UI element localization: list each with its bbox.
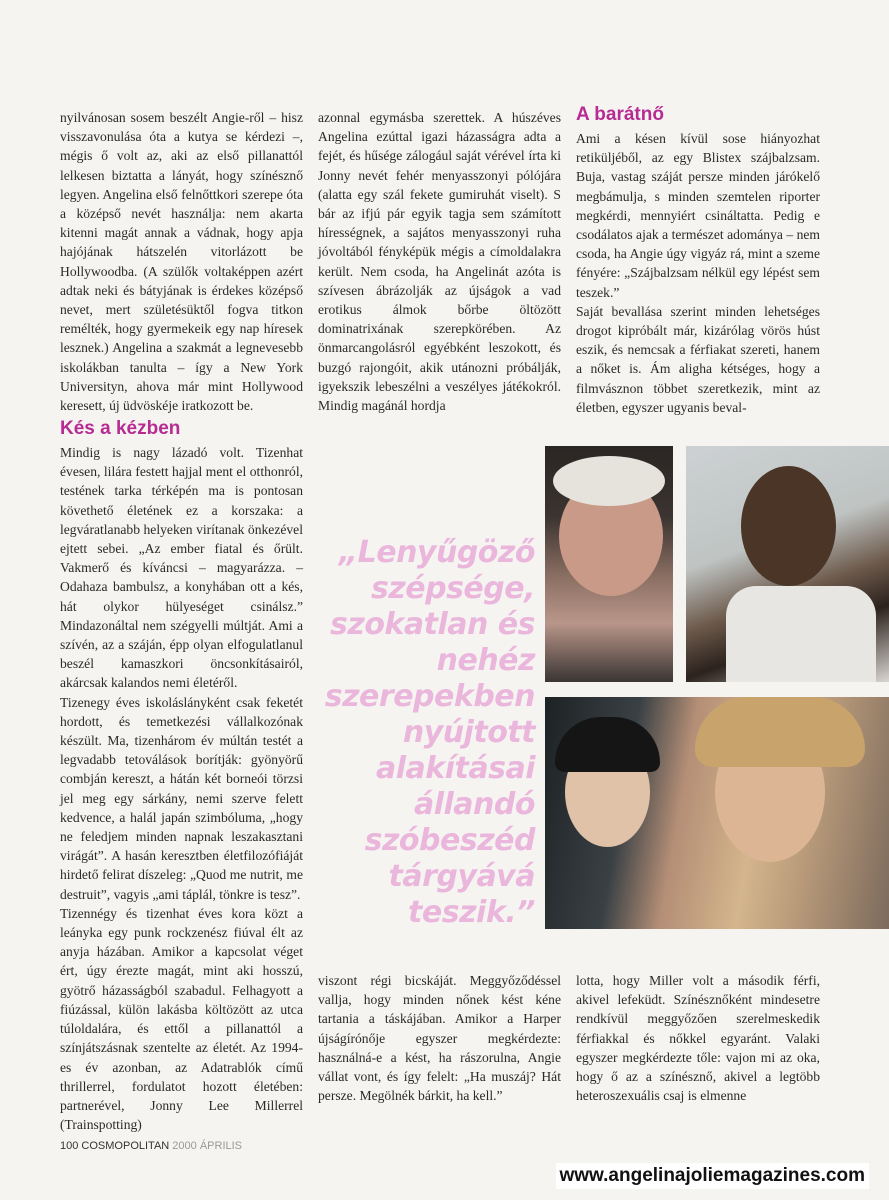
article-column-2-bottom xyxy=(318,971,561,1105)
article-column-3-bottom xyxy=(576,971,820,1105)
section-heading-kes-a-kezben: Kés a kézben xyxy=(60,418,181,439)
paragraph: Ami a késen kívül sose hiányozhat retiküljéből, az egy Blistex szájbalzsam. Buja, vastag száját persze minden járókelő megbámulja, s minden szemtelen riporter megkérdi, mennyiért csináltatta. Pedig e csodálatos ajak a természet adománya – nem csoda, ha Angie úgy vigyáz rá, mint a szeme fényére: „Szájbalzsam nélkül egy lépést sem teszek.” xyxy=(576,131,820,300)
article-column-3-top xyxy=(576,104,820,417)
paragraph: Tizenegy éves iskoláslányként csak feketét hordott, és temetkezési vállalkozónak készült. Ma, tizenhárom év múltán testét a legvadabb tetoválások borítják: gyönyörű combján kereszt, a hátán két borneói törzsi jel meg egy sárkány, nemi szerve felett kedvence, a halál japán szimbóluma, „hogy ne feledjem minden napnak leszakasztani virágát”. A hasán keresztben életfilozófiáját hirdető felirat díszeleg: „Quod me nutrit, me destruit”, vagyis „ami táplál, tönkre is tesz”. xyxy=(60,694,303,902)
section-heading-baratno: A barátnő xyxy=(576,104,664,125)
paragraph: Mindig is nagy lázadó volt. Tizenhat évesen, lilára festett hajjal ment el otthonról, testének tarka térképén ma is pontosan követhető életének ez a korszaka: a legváratlanabb helyeken virítanak önkezével ejtett sebei. „Az ember fiatal és őrült. Vakmerő és kíváncsi – magyarázza. – Odahaza bambulsz, a konyhában ott a kés, hát olykor hülyeséget csinálsz.” Mindazonáltal nem szégyelli múltját. Ami a szívén, az a száján, épp olyan elfogulatlanul beszél kamaszkori öncsonkításairól, akárcsak kalandos nemi életéről. xyxy=(60,445,303,691)
paragraph: Saját bevallása szerint minden lehetséges drogot kipróbált már, kizárólag vörös húst eszik, és nemcsak a férfiakat szereti, hanem a nőket is. Ám aligha kétséges, hogy a filmvásznon többet szeretkezik, mint az életben, egyszer ugyanis beval- xyxy=(576,303,820,415)
photo-two-women-film-still xyxy=(545,697,889,929)
website-watermark: www.angelinajoliemagazines.com xyxy=(556,1163,870,1189)
article-column-1-main xyxy=(60,418,303,1134)
photo-man-film-still xyxy=(686,446,889,682)
paragraph: nyilvánosan sosem beszélt Angie-ről – hisz visszavonulása óta a kutya se kérdezi –, mégis ő volt az, aki az első pillanattól lelkesen biztatta a lányát, hogy színésznő legyen. Angelina első felnőttkori szerepe óta a középső nevét használja: nem akarta kitenni magát annak a vádnak, hogy apja hajójának hátszelén vitorlázott be Hollywoodba. (A szülők voltaképpen azért adtak neki és bátyjának is érdekes középső nevet, mert születésüktől fogva titkon remélték, hogy gyermekeik egy nap híresek lesznek.) Angelina a szakmát a legnevesebb iskolákban tanulta – így a New York Universityn, ahova már mint Hollywood keresett, új üdvöskéje iratkozott be. xyxy=(60,110,303,414)
photo-older-man-portrait xyxy=(545,446,673,682)
paragraph: Tizennégy és tizenhat éves kora közt a leányka egy punk rockzenész fiúval élt az anyja házában. Amikor a kapcsolat véget ért, úgy érezte magát, mint aki hosszú, gyötrő házasságból szabadul. Felhagyott a fiúzással, külön lakásba költözött az utca túloldalára, és ettől a pillanattól a színjátszásnak szentelte az életét. Az 1994-es év azonban, az Adatrablók című thrillerrel, fordulatot hozott életében: partnerével, Jonny Lee Millerrel (Trainspotting) xyxy=(60,905,303,1133)
issue-date: 2000 ÁPRILIS xyxy=(172,1140,243,1152)
page-number: 100 xyxy=(60,1140,79,1152)
article-column-2-top xyxy=(318,108,561,415)
page-footer xyxy=(60,1140,242,1152)
paragraph: lotta, hogy Miller volt a második férfi, akivel lefeküdt. Színésznőként mindesetre rendkívül meggyőzően szerelmeskedik férfiakkal és nőkkel egyaránt. Valaki egyszer megkérdezte tőle: vajon mi az oka, hogy ő az a színésznő, akivel a legtöbb heteroszexuális csaj is elmenne xyxy=(576,973,820,1104)
magazine-name: COSMOPOLITAN xyxy=(81,1140,170,1152)
paragraph: viszont régi bicskáját. Meggyőződéssel vallja, hogy minden nőnek kést kéne tartania a táskájában. Amikor a Harper újságírónője egyszer megkérdezte: használná-e a kést, ha rászorulna, Angie vállat vont, és így felelt: „Ha muszáj? Hát persze. Megölnék bárkit, ha kell.” xyxy=(318,973,561,1104)
pull-quote: „Lenyűgöző szépsége, szokatlan és nehéz szerepekben nyújtott alakításai állandó szóbeszéd tárgyává teszik.” xyxy=(324,535,535,930)
article-column-1-top xyxy=(60,108,303,415)
paragraph: azonnal egymásba szerettek. A húszéves Angelina ezúttal igazi házasságra adta a fejét, és hűsége zálogául saját vérével írta ki Jonny nevét fehér menyasszonyi pólójára (alatta egy szál fekete gumiruhát viselt). S bár az ifjú pár egyik tagja sem számított hírességnek, a sajátos menyasszonyi ruha jóvoltából fényképük mégis a címoldalakra került. Nem csoda, ha Angelinát azóta is szívesen ábrázolják az újságok a vad erotikus álmok bőrbe öltözött dominatrixának szerepkörében. Az önmarcangolásról egyébként leszokott, és buzgó rajongóit, akik utánozni próbálják, igyekszik lebeszélni a veszélyes játékokról. Mindig magánál hordja xyxy=(318,110,561,414)
